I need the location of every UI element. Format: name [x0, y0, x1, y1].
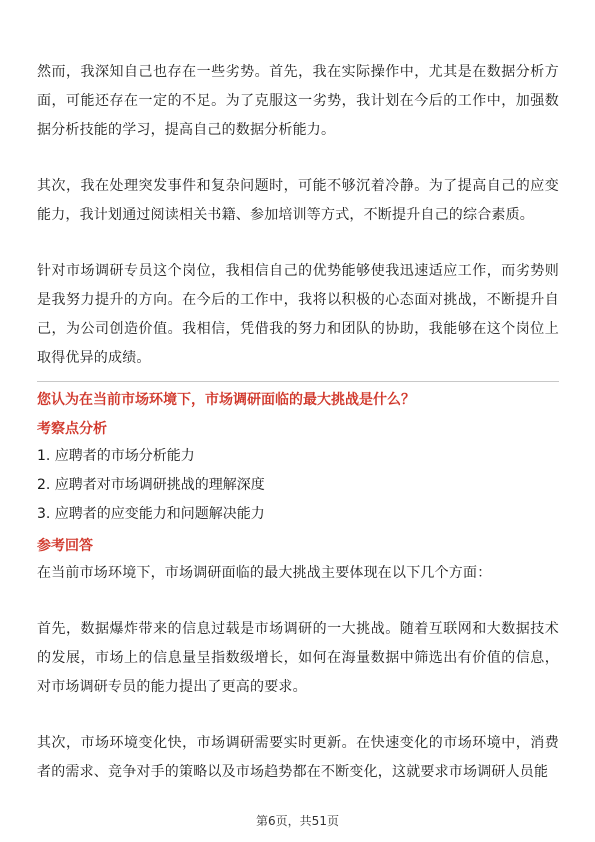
analysis-heading: 考察点分析: [37, 421, 107, 437]
paragraph-gap: [37, 702, 559, 729]
analysis-item-3: 3. 应聘者的应变能力和问题解决能力: [37, 506, 265, 522]
intro-paragraph-3: 针对市场调研专员这个岗位，我相信自己的优势能够使我迅速适应工作，而劣势则是我努力提升的方向。在今后的工作中，我将以积极的心态面对挑战，不断提升自己，为公司创造价值。我相信，凭借我的努力和团队的协助，我能够在这个岗位上取得优异的成绩。: [37, 263, 559, 366]
answer-heading: 参考回答: [37, 538, 93, 554]
analysis-item-2: 2. 应聘者对市场调研挑战的理解深度: [37, 477, 265, 493]
answer-paragraph-1: 首先，数据爆炸带来的信息过载是市场调研的一大挑战。随着互联网和大数据技术的发展，市场上的信息量呈指数级增长，如何在海量数据中筛选出有价值的信息，对市场调研专员的能力提出了更高的要求。: [37, 621, 559, 695]
section-divider: [37, 381, 559, 382]
intro-paragraph-2: 其次，我在处理突发事件和复杂问题时，可能不够沉着冷静。为了提高自己的应变能力，我计划通过阅读相关书籍、参加培训等方式，不断提升自己的综合素质。: [37, 178, 559, 223]
document-page: [37, 58, 559, 787]
paragraph-gap: [37, 230, 559, 257]
page-footer: 第6页，共51页: [256, 814, 339, 828]
answer-lead: 在当前市场环境下，市场调研面临的最大挑战主要体现在以下几个方面：: [37, 565, 492, 581]
answer-paragraph-2: 其次，市场环境变化快，市场调研需要实时更新。在快速变化的市场环境中，消费者的需求、竞争对手的策略以及市场趋势都在不断变化，这就要求市场调研人员能: [37, 735, 559, 780]
paragraph-gap: [37, 145, 559, 172]
interview-question: 您认为在当前市场环境下，市场调研面临的最大挑战是什么？: [37, 392, 415, 408]
paragraph-gap: [37, 588, 559, 615]
intro-paragraph-1: 然而，我深知自己也存在一些劣势。首先，我在实际操作中，尤其是在数据分析方面，可能还存在一定的不足。为了克服这一劣势，我计划在今后的工作中，加强数据分析技能的学习，提高自己的数据分析能力。: [37, 64, 559, 138]
analysis-item-1: 1. 应聘者的市场分析能力: [37, 448, 195, 464]
